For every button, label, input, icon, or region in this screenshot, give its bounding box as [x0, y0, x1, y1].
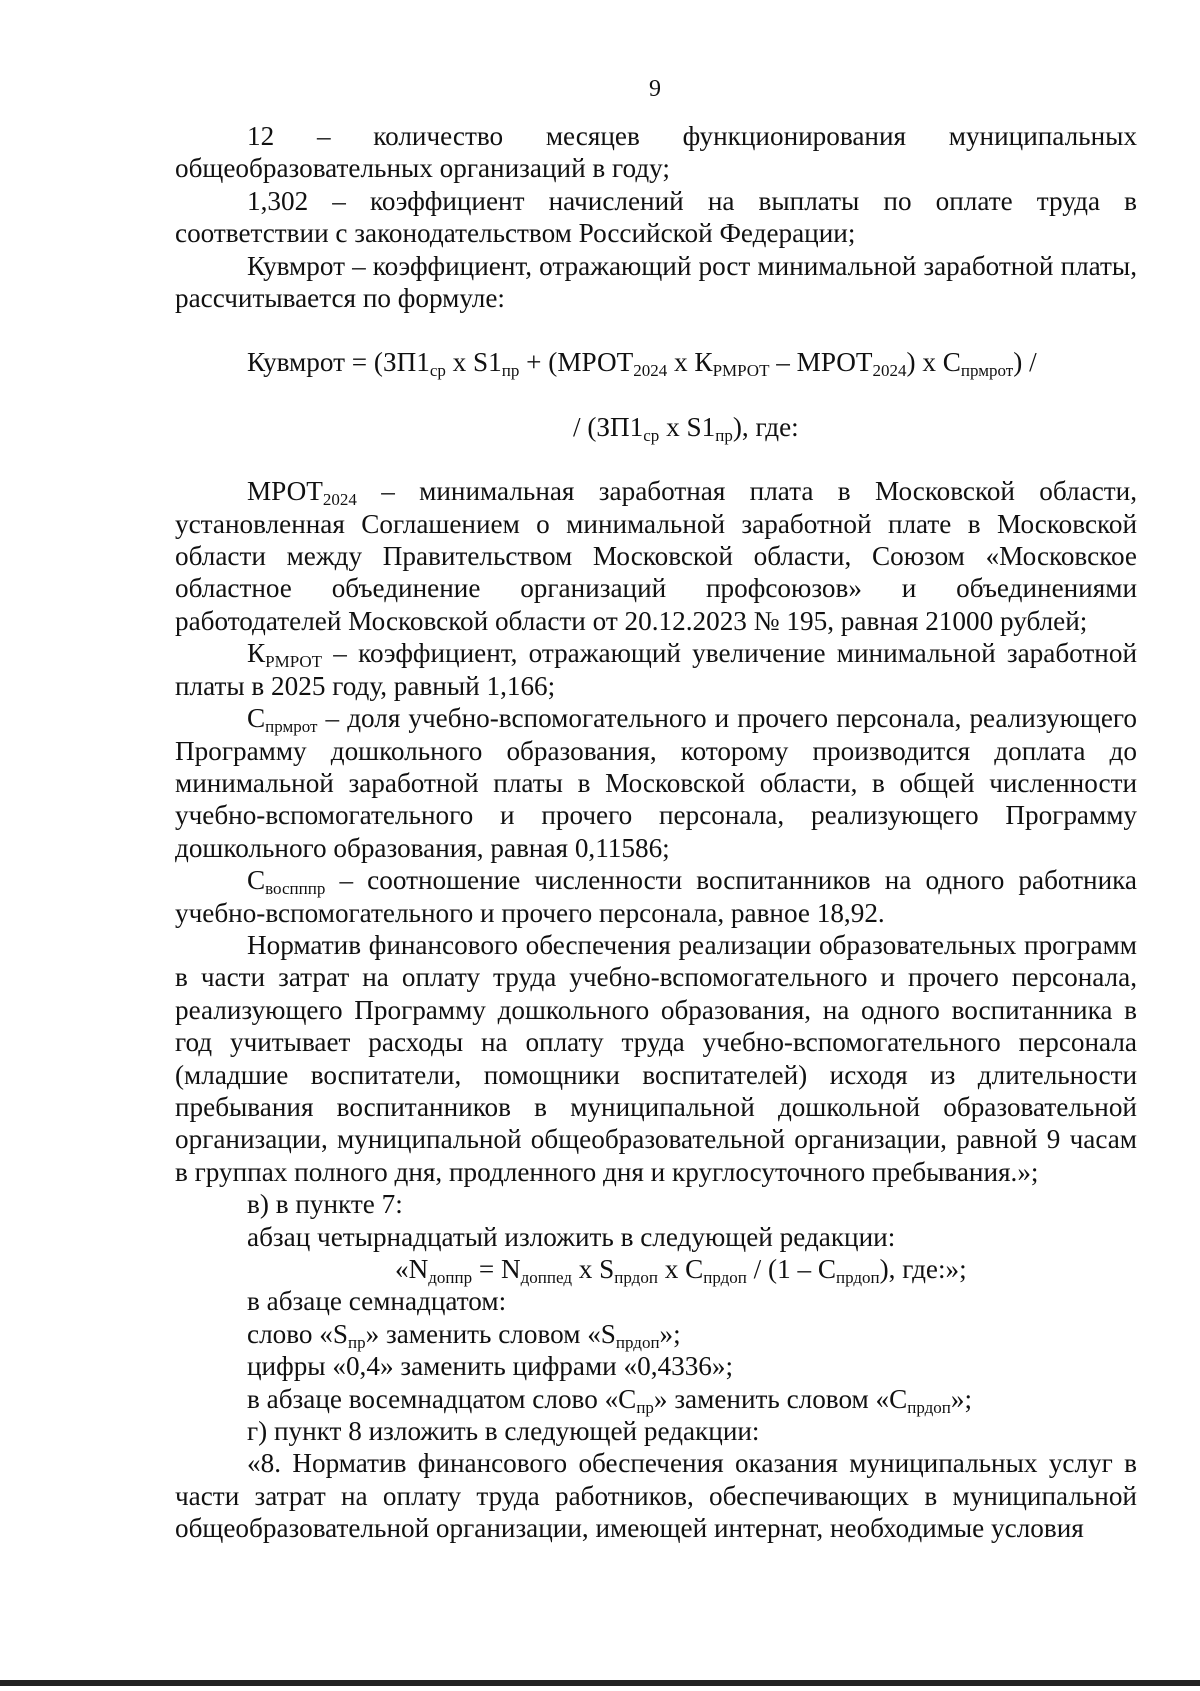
paragraph-item-8-text: «8. Норматив финансового обеспечения оказания муниципальных услуг в части затрат на оплату труда работников, обеспечивающих в муниципальной общеобразовательной организации, имеющей интернат, необходимые условия: [175, 1448, 1137, 1544]
paragraph-abzac-17: в абзаце семнадцатом:: [247, 1286, 507, 1317]
page-number: 9: [649, 76, 661, 102]
paragraph-cvosppr-definition: $С_{воспппр}$ – соотношение численности воспитанников на одного работника учебно-вспомогательного и прочего персонала, равное 18,92.: [175, 865, 1137, 928]
formula-kuvmrot-line2: / ($ЗП1_{ср}$ х $S1_{пр}$), где:: [573, 411, 799, 445]
formula-ndoppr: «$N_{доппр} = N_{доппед}$ х $S_{прдоп}$ х $С_{прдоп} / (1 - С_{прдоп})$, где:»;: [395, 1254, 967, 1287]
paragraph-normativ: Норматив финансового обеспечения реализации образовательных программ в части затрат на оплату труда учебно-вспомогательного и прочего персонала, реализующего Программу дошкольного образования, на одного воспитанника в год учитывает расходы на оплату труда учебно-вспомогательного персонала (младшие воспитатели, помощники воспитателей) исходя из длительности пребывания воспитанников в муниципальной дошкольной образовательной организации, муниципальной общеобразовательной организации, равной 9 часам в группах полного дня, продленного дня и круглосуточного пребывания.»;: [175, 929, 1137, 1187]
paragraph-coefficient-1302: 1,302 – коэффициент начислений на выплаты по оплате труда в соответствии с законодательством Российской Федерации;: [175, 185, 1137, 249]
paragraph-item-7: в) в пункте 7:: [247, 1189, 403, 1220]
paragraph-item-8: г) пункт 8 изложить в следующей редакции:: [247, 1416, 760, 1447]
paragraph-replace-s: слово «$S_{пр}$» заменить словом «$S_{прдоп}$»;: [247, 1318, 681, 1352]
paragraph-cprmrot-definition: $С_{прмрот}$ – доля учебно-вспомогательного и прочего персонала, реализующего Программу дошкольного образования, которому производится доплата до минимальной заработной платы в Московской области, в общей численности учебно-вспомогательного и прочего персонала, реализующего Программу дошкольного образования, равная 0,11586;: [175, 703, 1137, 863]
formula-kuvmrot-line1: Кувмрот = ($ЗП1_{ср}$ х $S1_{пр}$ + ($МРОТ_{2024}$ х $К_{РМРОТ}$ – $МРОТ_{2024}$) х $С_{прмрот}$) /: [247, 347, 1037, 381]
document-body: [175, 120, 1137, 1545]
paragraph-abzac-14: абзац четырнадцатый изложить в следующей редакции:: [247, 1221, 896, 1252]
paragraph-abzac-18: в абзаце восемнадцатом слово «$С_{пр}$» заменить словом «$С_{прдоп}$»;: [247, 1383, 973, 1417]
paragraph-replace-digits: цифры «0,4» заменить цифрами «0,4336»;: [247, 1351, 734, 1382]
paragraph-months: 12 – количество месяцев функционирования муниципальных общеобразовательных организаций в году;: [175, 121, 1137, 184]
paragraph-mrot-definition: $МРОТ_{2024}$ – минимальная заработная плата в Московской области, установленная Соглашением о минимальной заработной плате в Московской области между Правительством Московской области, Союзом «Московское областное объединение организаций профсоюзов» и объединениями работодателей Московской области от 20.12.2023 № 195, равная 21000 рублей;: [175, 476, 1137, 636]
paragraph-kuvmrot-definition: Кувмрот – коэффициент, отражающий рост минимальной заработной платы, рассчитывается по формуле:: [175, 250, 1137, 314]
scan-bottom-edge: [0, 1680, 1200, 1686]
paragraph-krmrot-definition: $К_{РМРОТ}$ – коэффициент, отражающий увеличение минимальной заработной платы в 2025 году, равный 1,166;: [175, 638, 1137, 701]
